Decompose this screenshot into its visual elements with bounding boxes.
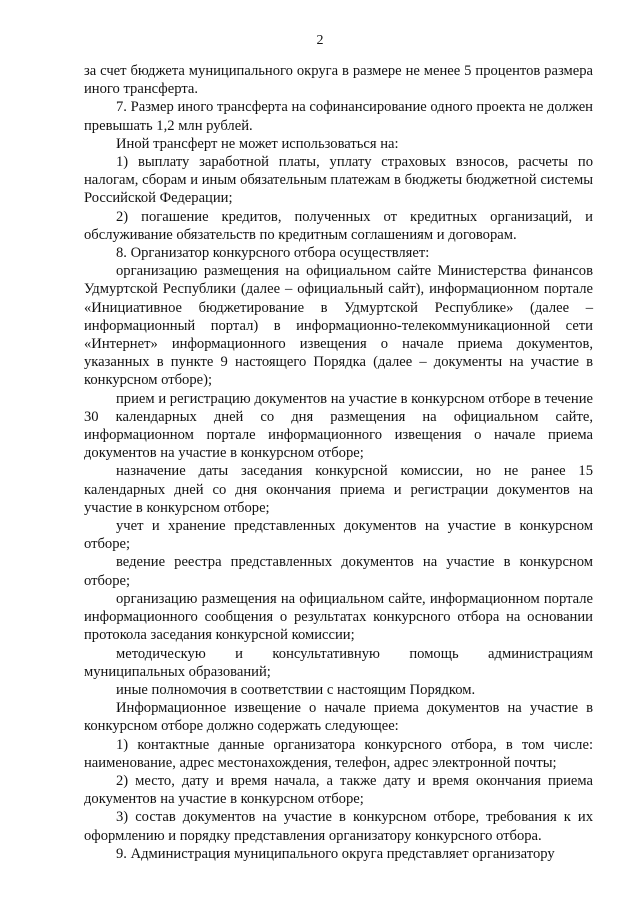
paragraph: ведение реестра представленных документов на участие в конкурсном отборе; — [84, 554, 593, 589]
paragraph: организацию размещения на официальном сайте Министерства финансов Удмуртской Республики (далее – официальный сайт), информационном портале «Инициативное бюджетирование в Удмуртской Республике» (далее – информационный портал) в информационно-телекоммуникационной сети «Интернет» информационного извещения о начале приема документов, указанных в пункте 9 настоящего Порядка (далее – документы на участие в конкурсном отборе); — [84, 263, 593, 389]
paragraph: 9. Администрация муниципального округа представляет организатору — [116, 845, 555, 862]
page-number: 2 — [316, 33, 324, 48]
paragraph: иные полномочия в соответствии с настоящим Порядком. — [116, 681, 476, 698]
document-body — [84, 62, 593, 863]
paragraph: организацию размещения на официальном сайте, информационном портале информационного сообщения о результатах конкурсного отбора на основании протокола заседания конкурсной комиссии; — [84, 590, 593, 644]
paragraph: методическую и консультативную помощь администрациям муниципальных образований; — [84, 645, 593, 680]
paragraph: Иной трансферт не может использоваться на: — [116, 135, 399, 152]
paragraph: учет и хранение представленных документов на участие в конкурсном отборе; — [84, 518, 593, 553]
paragraph: прием и регистрацию документов на участие в конкурсном отборе в течение 30 календарных дней со дня размещения на официальном сайте, информационном портале информационного извещения о начале приема документов на участие в конкурсном отборе; — [84, 390, 593, 462]
paragraph: 1) контактные данные организатора конкурсного отбора, в том числе: наименование, адрес местонахождения, телефон, адрес электронной почты; — [84, 736, 593, 771]
paragraph: 1) выплату заработной платы, уплату страховых взносов, расчеты по налогам, сборам и иным обязательным платежам в бюджеты бюджетной системы Российской Федерации; — [84, 154, 593, 207]
paragraph: 2) место, дату и время начала, а также дату и время окончания приема документов на участие в конкурсном отборе; — [84, 772, 593, 808]
paragraph: 3) состав документов на участие в конкурсном отборе, требования к их оформлению и порядку представления организатору конкурсного отбора. — [84, 809, 593, 844]
paragraph: 7. Размер иного трансферта на софинансирование одного проекта не должен превышать 1,2 млн рублей. — [84, 99, 593, 134]
paragraph: 8. Организатор конкурсного отбора осуществляет: — [116, 245, 430, 262]
paragraph: Информационное извещение о начале приема документов на участие в конкурсном отборе должно содержать следующее: — [84, 700, 593, 735]
paragraph: за счет бюджета муниципального округа в размере не менее 5 процентов размера иного трансферта. — [84, 63, 593, 98]
paragraph: назначение даты заседания конкурсной комиссии, но не ранее 15 календарных дней со дня окончания приема и регистрации документов на участие в конкурсном отборе; — [84, 463, 593, 516]
paragraph: 2) погашение кредитов, полученных от кредитных организаций, и обслуживание обязательств по кредитным соглашениям и договорам. — [84, 208, 593, 243]
